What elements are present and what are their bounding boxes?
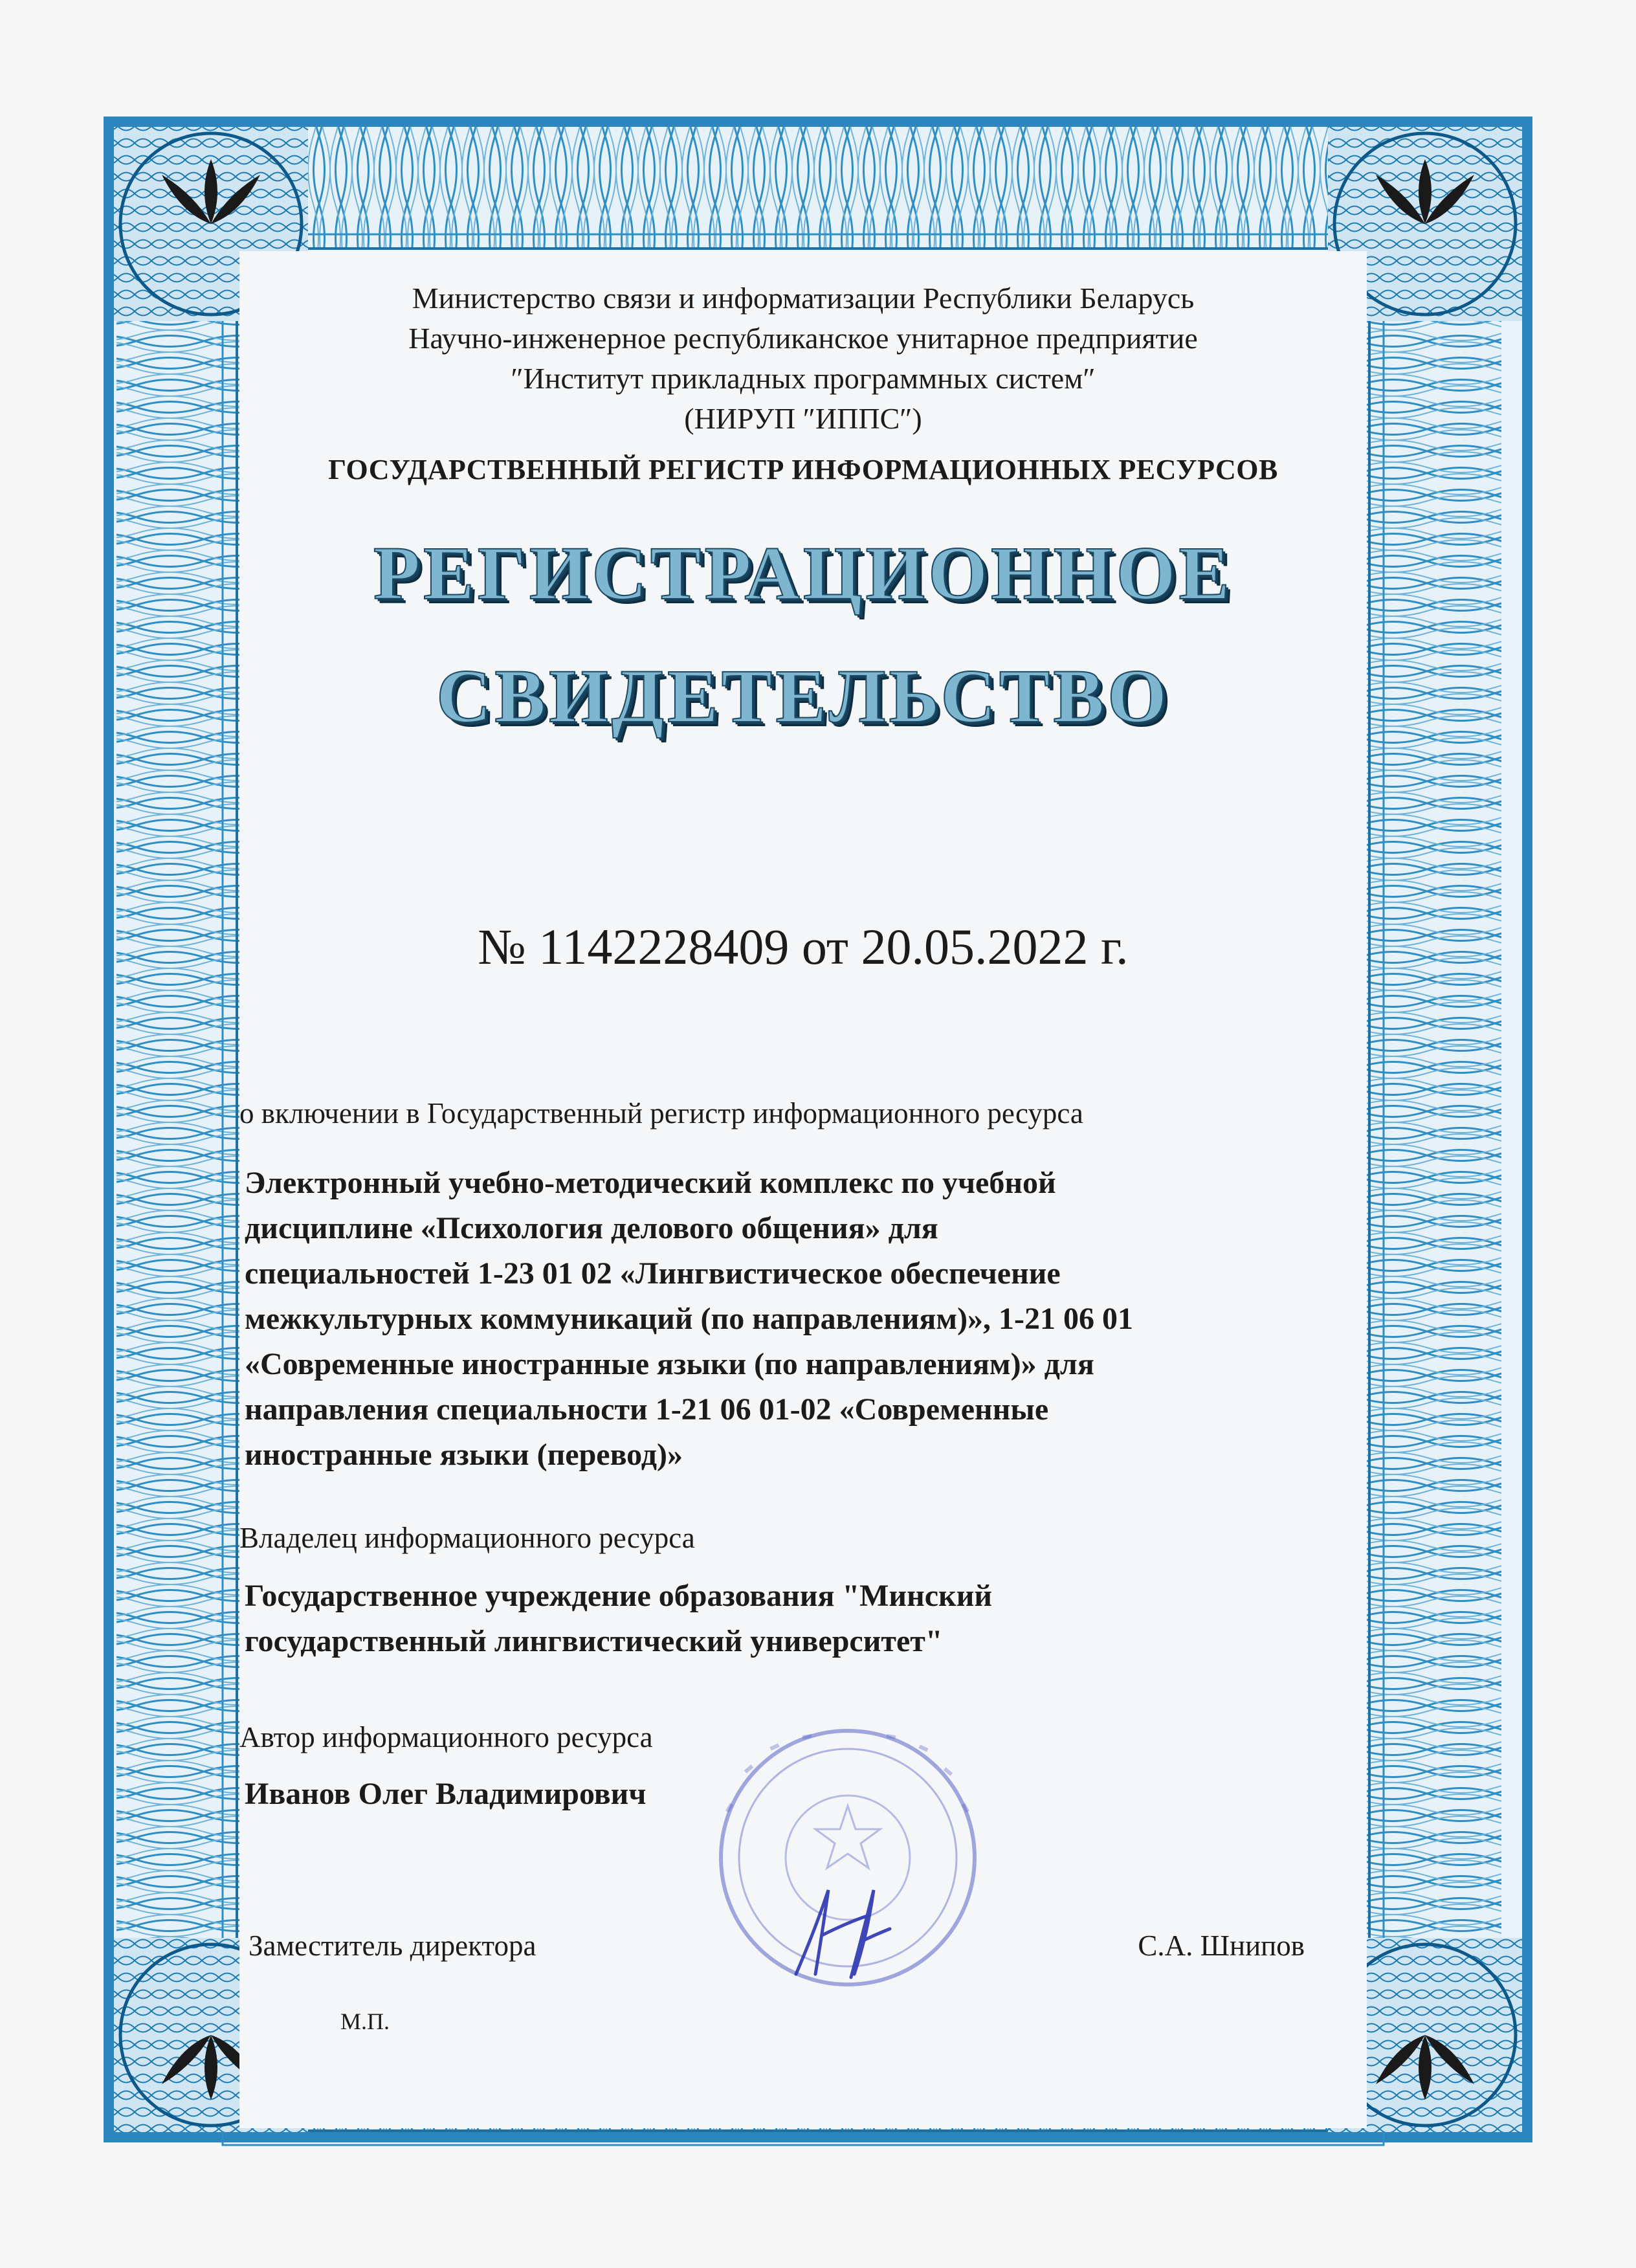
resource-title-line: «Современные иностранные языки (по направлениям)» для [245, 1347, 1094, 1381]
author-name: Иванов Олег Владимирович [245, 1777, 647, 1811]
owner-line: государственный лингвистический университет" [245, 1624, 943, 1658]
resource-title-line: Электронный учебно-методический комплекс по учебной [245, 1166, 1056, 1200]
certificate-number: № 1142228409 от 20.05.2022 г. [478, 918, 1129, 975]
signatory-position: Заместитель директора [249, 1929, 536, 1962]
document-title-line2: СВИДЕТЕЛЬСТВО [436, 654, 1170, 739]
handwritten-signature [777, 1877, 906, 1987]
author-label: Автор информационного ресурса [239, 1721, 653, 1753]
ministry-line: Министерство связи и информатизации Республики Беларусь [412, 282, 1195, 315]
resource-title-line: направления специальности 1-21 06 01-02 «Современные [245, 1392, 1049, 1427]
abbreviation-line: (НИРУП ″ИППС″) [684, 402, 922, 435]
inclusion-label: о включении в Государственный регистр информационного ресурса [239, 1097, 1083, 1129]
seal-place-mark: М.П. [340, 2008, 390, 2034]
document-title-line1: РЕГИСТРАЦИОННОЕ [373, 531, 1233, 616]
signatory-name: С.А. Шнипов [1138, 1929, 1305, 1962]
register-heading: ГОСУДАРСТВЕННЫЙ РЕГИСТР ИНФОРМАЦИОННЫХ РЕСУРСОВ [328, 454, 1278, 485]
resource-title-line: межкультурных коммуникаций (по направлениям)», 1-21 06 01 [245, 1302, 1134, 1336]
enterprise-line: Научно-инженерное республиканское унитарное предприятие [408, 322, 1198, 355]
owner-label: Владелец информационного ресурса [239, 1522, 695, 1554]
resource-title-line: специальностей 1-23 01 02 «Лингвистическое обеспечение [245, 1256, 1061, 1291]
owner-line: Государственное учреждение образования "Минский [245, 1579, 992, 1613]
resource-title-line: дисциплине «Психология делового общения» для [245, 1211, 938, 1245]
institute-line: ″Институт прикладных программных систем″ [511, 362, 1096, 395]
resource-title-line: иностранные языки (перевод)» [245, 1438, 683, 1472]
